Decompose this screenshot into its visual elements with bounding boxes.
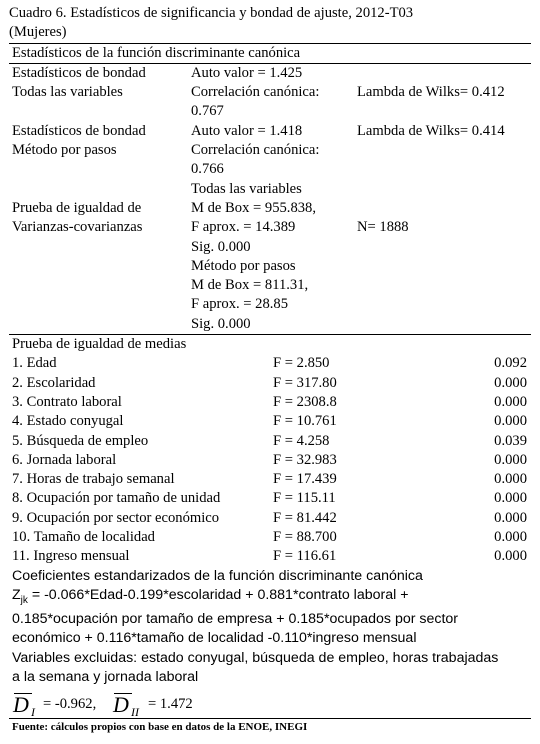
- excluded-line-2: a la semana y jornada laboral: [12, 668, 199, 685]
- variable-label: 8. Ocupación por tamaño de unidad: [12, 490, 221, 507]
- significance: 0.000: [494, 374, 527, 391]
- table-row: [9, 528, 531, 547]
- variable-label: 7. Horas de trabajo semanal: [12, 471, 175, 488]
- table-row: [9, 509, 531, 528]
- box-subheader: Todas las variables: [191, 180, 302, 197]
- f-statistic: F = 88.700: [273, 529, 337, 546]
- box-m-value: M de Box = 955.838,: [191, 199, 316, 216]
- f-statistic: F = 10.761: [273, 413, 337, 430]
- variable-label: 11. Ingreso mensual: [12, 548, 130, 565]
- goodness-all-vars-block: [9, 64, 531, 122]
- table-title-line-1: Cuadro 6. Estadísticos de significancia y bondad de ajuste, 2012-T03: [9, 5, 414, 21]
- source-note: Fuente: cálculos propios con base en datos de la ENOE, INEGI: [12, 721, 308, 734]
- box-m-block: [9, 199, 531, 334]
- box-m-value: M de Box = 811.31,: [191, 277, 309, 294]
- canonical-corr-label: Correlación canónica:: [191, 84, 320, 101]
- table-title-line-2: (Mujeres): [9, 24, 67, 41]
- centroid-value: = 1.472: [148, 696, 193, 713]
- coefficients-line-2: 0.185*ocupación por tamaño de empresa + 0.185*ocupados por sector: [12, 611, 459, 628]
- centroid-subscript: I: [31, 705, 35, 720]
- significance: 0.000: [494, 548, 527, 565]
- sig-value: Sig. 0.000: [191, 315, 251, 332]
- significance: 0.000: [494, 509, 527, 526]
- table-row: [9, 489, 531, 508]
- f-approx-value: F aprox. = 28.85: [191, 296, 289, 313]
- table-row: [9, 470, 531, 489]
- variable-label: 2. Escolaridad: [12, 374, 96, 391]
- variable-label: 10. Tamaño de localidad: [12, 529, 155, 546]
- block-label: Prueba de igualdad de: [12, 199, 142, 216]
- table-row: [9, 412, 531, 431]
- means-table: [9, 354, 531, 566]
- f-statistic: F = 32.983: [273, 451, 337, 468]
- block-sublabel: Método por pasos: [12, 142, 117, 159]
- variable-label: 9. Ocupación por sector económico: [12, 509, 220, 526]
- f-statistic: F = 115.11: [273, 490, 336, 507]
- coefficients-header: Coeficientes estandarizados de la función discriminante canónica: [12, 567, 423, 584]
- variable-label: 3. Contrato laboral: [12, 393, 122, 410]
- eigenvalue: Auto valor = 1.425: [191, 64, 303, 81]
- significance: 0.039: [494, 432, 527, 449]
- canonical-corr-value: 0.766: [191, 161, 224, 178]
- table-row: [9, 374, 531, 393]
- statistics-table: [9, 4, 531, 735]
- centroid-subscript: II: [131, 705, 139, 720]
- sig-value: Sig. 0.000: [191, 238, 251, 255]
- goodness-stepwise-block: [9, 122, 531, 199]
- table-row: [9, 432, 531, 451]
- eigenvalue: Auto valor = 1.418: [191, 122, 303, 139]
- wilks-lambda: Lambda de Wilks= 0.414: [357, 122, 505, 139]
- f-statistic: F = 81.442: [273, 509, 337, 526]
- block-sublabel: Todas las variables: [12, 84, 123, 101]
- excluded-line-1: Variables excluidas: estado conyugal, búsqueda de empleo, horas trabajadas: [12, 649, 499, 666]
- table-row: [9, 451, 531, 470]
- sample-size: N= 1888: [357, 219, 409, 236]
- coefficients-line-3: económico + 0.116*tamaño de localidad -0.110*ingreso mensual: [12, 630, 417, 647]
- z-subscript: jk: [20, 594, 28, 606]
- table-row: [9, 547, 531, 566]
- significance: 0.000: [494, 490, 527, 507]
- centroid-value: = -0.962,: [43, 696, 97, 713]
- significance: 0.000: [494, 471, 527, 488]
- block-label: Estadísticos de bondad: [12, 122, 146, 139]
- significance: 0.000: [494, 529, 527, 546]
- table-row: [9, 393, 531, 412]
- means-header: Prueba de igualdad de medias: [12, 336, 187, 353]
- table-row: [9, 354, 531, 373]
- section-header: Estadísticos de la función discriminante canónica: [12, 44, 301, 61]
- f-approx-value: F aprox. = 14.389: [191, 219, 296, 236]
- significance: 0.000: [494, 451, 527, 468]
- significance: 0.000: [494, 413, 527, 430]
- f-statistic: F = 2.850: [273, 355, 330, 372]
- f-statistic: F = 116.61: [273, 548, 337, 565]
- box-subheader: Método por pasos: [191, 257, 296, 274]
- significance: 0.092: [494, 355, 527, 372]
- coefficients-block: [9, 567, 531, 688]
- group-centroids: [9, 690, 531, 718]
- z-symbol: Z: [12, 586, 21, 603]
- f-statistic: F = 17.439: [273, 471, 337, 488]
- f-statistic: F = 317.80: [273, 374, 337, 391]
- significance: 0.000: [494, 393, 527, 410]
- block-sublabel: Varianzas-covarianzas: [12, 219, 143, 236]
- centroid-symbol: D: [13, 692, 29, 718]
- variable-label: 5. Búsqueda de empleo: [12, 432, 149, 449]
- f-statistic: F = 2308.8: [273, 393, 337, 410]
- canonical-corr-value: 0.767: [191, 103, 224, 120]
- variable-label: 6. Jornada laboral: [12, 451, 117, 468]
- canonical-corr-label: Correlación canónica:: [191, 142, 320, 159]
- variable-label: 4. Estado conyugal: [12, 413, 124, 430]
- block-label: Estadísticos de bondad: [12, 64, 146, 81]
- wilks-lambda: Lambda de Wilks= 0.412: [357, 84, 505, 101]
- variable-label: 1. Edad: [12, 355, 57, 372]
- centroid-symbol: D: [113, 692, 129, 718]
- coefficients-equation: = -0.066*Edad-0.199*escolaridad + 0.881*contrato laboral +: [31, 586, 409, 603]
- coefficients-line-1: [12, 586, 531, 610]
- f-statistic: F = 4.258: [273, 432, 330, 449]
